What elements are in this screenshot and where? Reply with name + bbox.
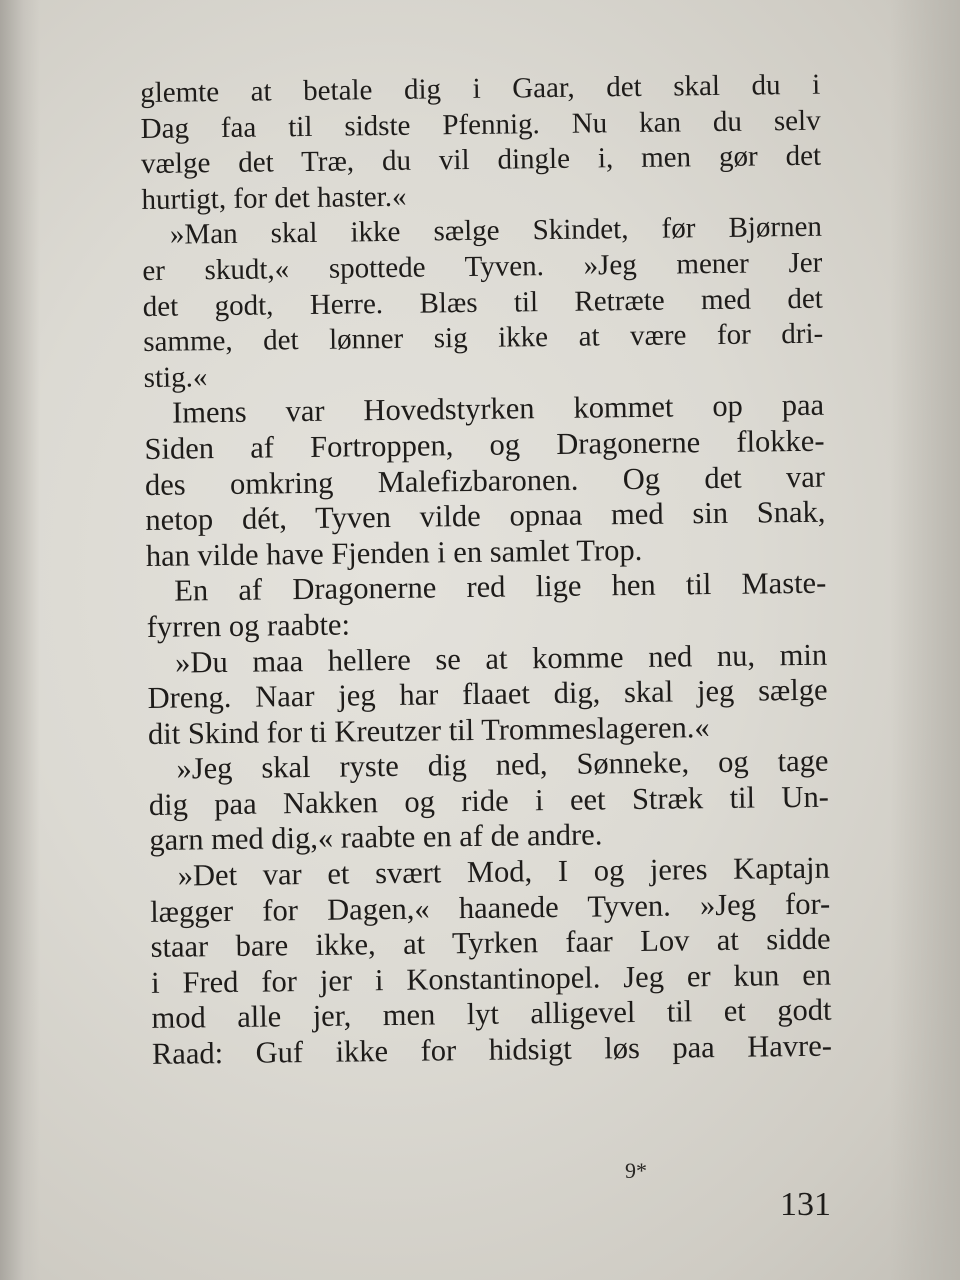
text-line: »Man skal ikke sælge Skindet, før Bjørnen bbox=[169, 211, 823, 252]
text-line: vælge det Træ, du vil dingle i, men gør det bbox=[140, 139, 822, 181]
text-line: Imens var Hovedstyrken kommet op paa bbox=[171, 388, 825, 430]
text-line: netop dét, Tyven vilde opnaa med sin Snak, bbox=[145, 494, 826, 538]
text-line: Dreng. Naar jeg har flaaet dig, skal jeg sælge bbox=[147, 672, 828, 716]
text-line: mod alle jer, men lyt alligevel til et godt bbox=[151, 993, 832, 1036]
page-edge-shadow bbox=[890, 0, 960, 1280]
text-line: staar bare ikke, at Tyrken faar Lov at sidde bbox=[150, 921, 831, 965]
text-line: samme, det lønner sig ikke at være for dri- bbox=[143, 317, 824, 359]
text-line: det godt, Herre. Blæs til Retræte med det bbox=[142, 282, 823, 323]
text-line: Dag faa til sidste Pfennig. Nu kan du selv bbox=[140, 104, 821, 145]
text-line: dig paa Nakken og ride i eet Stræk til Un- bbox=[148, 779, 830, 822]
text-line: fyrren og raabte: bbox=[146, 607, 351, 644]
body-text bbox=[140, 68, 832, 1073]
text-line: i Fred for jer i Konstantinopel. Jeg er kun en bbox=[150, 957, 832, 1000]
text-line: des omkring Malefizbaronen. Og det var bbox=[144, 459, 826, 502]
text-line: han vilde have Fjenden i en samlet Trop. bbox=[145, 532, 643, 573]
spine-shadow bbox=[0, 0, 40, 1280]
text-line: »Jeg skal ryste dig ned, Sønneke, og tage bbox=[176, 743, 829, 786]
page-number: 131 bbox=[780, 1186, 831, 1223]
text-line: dit Skind for ti Kreutzer til Trommeslageren.« bbox=[147, 709, 710, 751]
text-line: lægger for Dagen,« haanede Tyven. »Jeg for- bbox=[150, 886, 831, 929]
text-line: hurtigt, for det haster.« bbox=[141, 180, 407, 216]
text-line: »Det var et svært Mod, I og jeres Kaptajn bbox=[177, 850, 830, 893]
text-line: garn med dig,« raabte en af de andre. bbox=[149, 817, 603, 858]
text-line: stig.« bbox=[143, 360, 208, 394]
signature-mark: 9* bbox=[625, 1158, 647, 1183]
text-line: »Du maa hellere se at komme ned nu, min bbox=[174, 637, 828, 680]
text-line: Raad: Guf ikke for hidsigt løs paa Havre- bbox=[151, 1028, 833, 1071]
text-line: glemte at betale dig i Gaar, det skal du i bbox=[140, 68, 821, 109]
text-line: Siden af Fortroppen, og Dragonerne flokke- bbox=[144, 423, 825, 466]
text-line: En af Dragonerne red lige hen til Maste- bbox=[174, 565, 827, 608]
text-line: er skudt,« spottede Tyven. »Jeg mener Jer bbox=[142, 246, 823, 287]
